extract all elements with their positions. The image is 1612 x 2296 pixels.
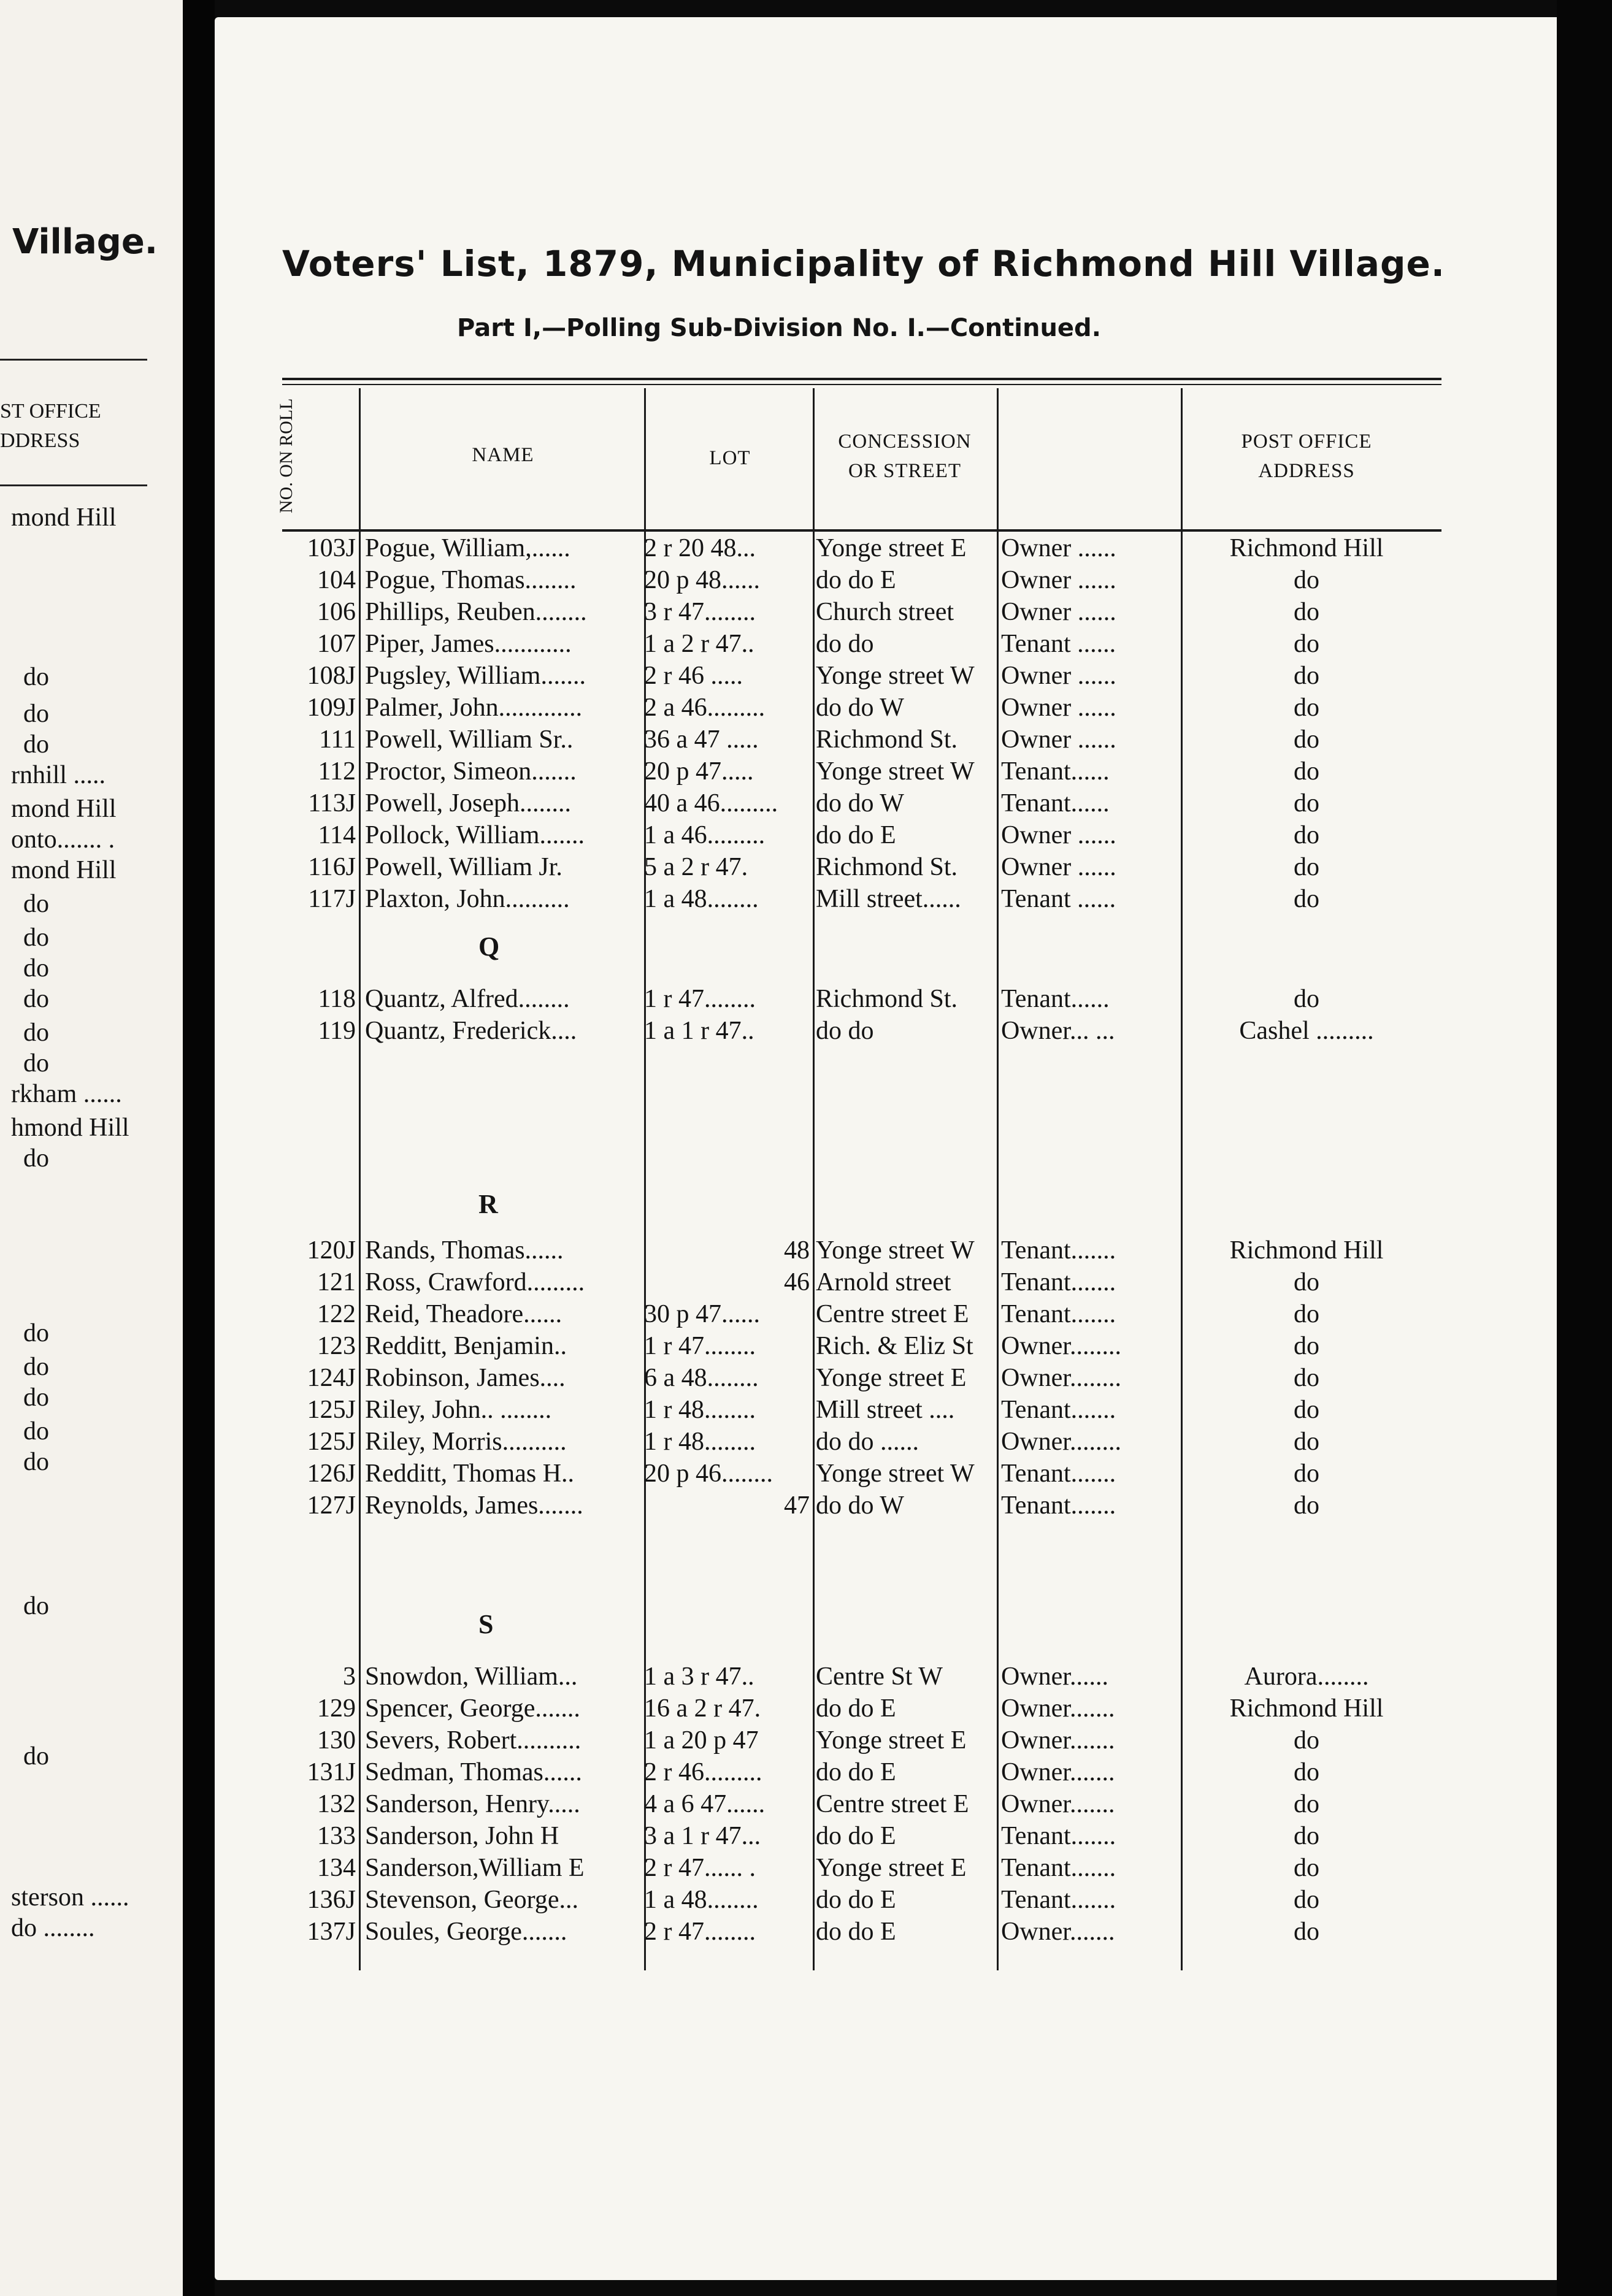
voter-name-cell: Powell, Joseph........ [365, 789, 571, 817]
tenure-cell: Tenant ...... [1001, 630, 1116, 658]
tenure-cell: Owner....... [1001, 1694, 1115, 1723]
voter-name-cell: Riley, John.. ........ [365, 1396, 552, 1424]
voter-name-cell: Sanderson,William E [365, 1854, 585, 1882]
post-office-cell: do [1294, 725, 1319, 754]
divider [282, 384, 1441, 385]
post-office-cell: do [1294, 1886, 1319, 1914]
lot-cell: 6 a 48........ [644, 1364, 759, 1392]
lot-cell: 2 r 47...... . [644, 1854, 756, 1882]
post-office-cell: do [1294, 1918, 1319, 1946]
tenure-cell: Owner....... [1001, 1758, 1115, 1786]
scan-border [1557, 0, 1612, 2296]
roll-number-cell: 123 [317, 1332, 356, 1360]
header-lot: LOT [709, 447, 751, 469]
roll-number-cell: 108J [307, 662, 356, 690]
section-letter: R [478, 1189, 498, 1219]
lot-cell: 20 p 46........ [644, 1460, 773, 1488]
facing-page-cell: do [23, 924, 49, 952]
lot-cell: 20 p 48...... [644, 566, 760, 594]
tenure-cell: Tenant...... [1001, 789, 1110, 817]
roll-number-cell: 111 [319, 725, 356, 754]
lot-cell: 3 r 47........ [644, 598, 756, 626]
facing-page-header: DDRESS [0, 429, 80, 452]
concession-street-cell: Mill street .... [816, 1396, 955, 1424]
roll-number-cell: 133 [317, 1822, 356, 1850]
concession-street-cell: Mill street...... [816, 885, 961, 913]
lot-cell: 1 a 2 r 47.. [644, 630, 754, 658]
concession-street-cell: Yonge street W [816, 1236, 975, 1265]
voters-list-page [215, 17, 1557, 2280]
concession-street-cell: do do W [816, 694, 904, 722]
roll-number-cell: 109J [307, 694, 356, 722]
facing-page [0, 0, 183, 2296]
lot-cell: 5 a 2 r 47. [644, 853, 748, 881]
concession-street-cell: Richmond St. [816, 853, 958, 881]
roll-number-cell: 3 [343, 1663, 356, 1691]
facing-page-cell: do [23, 1353, 49, 1381]
tenure-cell: Tenant....... [1001, 1396, 1116, 1424]
roll-number-cell: 120J [307, 1236, 356, 1265]
facing-page-cell: do [23, 890, 49, 918]
tenure-cell: Owner ...... [1001, 662, 1116, 690]
voter-name-cell: Plaxton, John.......... [365, 885, 570, 913]
roll-number-cell: 107 [317, 630, 356, 658]
lot-cell: 1 a 46......... [644, 821, 766, 849]
page-subtitle: Part I,—Polling Sub-Division No. I.—Continued. [457, 314, 1101, 342]
roll-number-cell: 126J [307, 1460, 356, 1488]
voter-name-cell: Powell, William Jr. [365, 853, 562, 881]
facing-page-cell: onto....... . [11, 825, 115, 854]
lot-cell: 1 a 20 p 47 [644, 1726, 759, 1755]
roll-number-cell: 124J [307, 1364, 356, 1392]
concession-street-cell: do do [816, 630, 874, 658]
facing-page-cell: do [23, 1448, 49, 1476]
roll-number-cell: 117J [308, 885, 356, 913]
roll-number-cell: 114 [318, 821, 356, 849]
facing-page-cell: do [23, 730, 49, 759]
post-office-cell: do [1294, 1854, 1319, 1882]
facing-page-cell: do [23, 1319, 49, 1347]
concession-street-cell: do do ...... [816, 1428, 919, 1456]
divider [282, 378, 1441, 380]
voter-name-cell: Snowdon, William... [365, 1663, 578, 1691]
post-office-cell: Richmond Hill [1229, 534, 1384, 562]
page-title: Voters' List, 1879, Municipality of Richmond Hill Village. [282, 243, 1445, 285]
post-office-cell: do [1294, 1268, 1319, 1296]
voter-name-cell: Pollock, William....... [365, 821, 585, 849]
voter-name-cell: Sanderson, John H [365, 1822, 559, 1850]
lot-cell: 1 a 48........ [644, 885, 759, 913]
concession-street-cell: Yonge street E [816, 1364, 967, 1392]
post-office-cell: do [1294, 789, 1319, 817]
roll-number-cell: 122 [317, 1300, 356, 1328]
lot-cell: 3 a 1 r 47... [644, 1822, 761, 1850]
concession-street-cell: Rich. & Eliz St [816, 1332, 973, 1360]
lot-cell: 1 r 48........ [644, 1428, 756, 1456]
divider [0, 359, 147, 361]
tenure-cell: Tenant....... [1001, 1886, 1116, 1914]
voter-name-cell: Redditt, Thomas H.. [365, 1460, 575, 1488]
lot-cell: 1 r 47........ [644, 1332, 756, 1360]
facing-page-cell: mond Hill [11, 795, 117, 823]
facing-page-cell: do [23, 1383, 49, 1412]
lot-cell: 1 r 47........ [644, 985, 756, 1013]
section-letter: S [478, 1609, 494, 1639]
voter-name-cell: Redditt, Benjamin.. [365, 1332, 567, 1360]
roll-number-cell: 127J [307, 1491, 356, 1520]
roll-number-cell: 125J [307, 1396, 356, 1424]
post-office-cell: do [1294, 598, 1319, 626]
post-office-cell: do [1294, 853, 1319, 881]
tenure-cell: Tenant....... [1001, 1236, 1116, 1265]
post-office-cell: do [1294, 662, 1319, 690]
facing-page-cell: do [23, 985, 49, 1013]
tenure-cell: Owner....... [1001, 1790, 1115, 1818]
concession-street-cell: do do E [816, 1886, 896, 1914]
roll-number-cell: 112 [318, 757, 356, 786]
roll-number-cell: 118 [318, 985, 356, 1013]
facing-page-cell: sterson ...... [11, 1883, 129, 1911]
tenure-cell: Owner........ [1001, 1364, 1121, 1392]
facing-page-cell: do [23, 663, 49, 691]
tenure-cell: Owner ...... [1001, 566, 1116, 594]
concession-street-cell: do do E [816, 566, 896, 594]
tenure-cell: Owner... ... [1001, 1017, 1115, 1045]
roll-number-cell: 103J [307, 534, 356, 562]
facing-page-cell: do [23, 1417, 49, 1445]
voter-name-cell: Powell, William Sr.. [365, 725, 574, 754]
post-office-cell: do [1294, 1822, 1319, 1850]
voter-name-cell: Quantz, Frederick.... [365, 1017, 577, 1045]
tenure-cell: Owner ...... [1001, 534, 1116, 562]
divider [0, 484, 147, 486]
lot-cell: 40 a 46......... [644, 789, 778, 817]
tenure-cell: Tenant....... [1001, 1268, 1116, 1296]
tenure-cell: Owner...... [1001, 1663, 1108, 1691]
roll-number-cell: 125J [307, 1428, 356, 1456]
tenure-cell: Owner ...... [1001, 598, 1116, 626]
voter-name-cell: Sanderson, Henry..... [365, 1790, 580, 1818]
voter-name-cell: Spencer, George....... [365, 1694, 580, 1723]
post-office-cell: do [1294, 630, 1319, 658]
facing-page-cell: do [23, 1592, 49, 1620]
facing-page-cell: do [23, 1049, 49, 1077]
post-office-cell: do [1294, 1300, 1319, 1328]
concession-street-cell: Church street [816, 598, 954, 626]
post-office-cell: do [1294, 1491, 1319, 1520]
tenure-cell: Tenant....... [1001, 1491, 1116, 1520]
tenure-cell: Tenant....... [1001, 1460, 1116, 1488]
divider [282, 529, 1441, 532]
post-office-cell: Aurora........ [1244, 1663, 1369, 1691]
concession-street-cell: do do E [816, 1822, 896, 1850]
tenure-cell: Owner........ [1001, 1332, 1121, 1360]
lot-cell: 4 a 6 47...... [644, 1790, 766, 1818]
tenure-cell: Owner ...... [1001, 725, 1116, 754]
tenure-cell: Owner........ [1001, 1428, 1121, 1456]
column-divider [997, 388, 999, 1970]
post-office-cell: do [1294, 1332, 1319, 1360]
post-office-cell: do [1294, 694, 1319, 722]
tenure-cell: Owner ...... [1001, 853, 1116, 881]
post-office-cell: do [1294, 1428, 1319, 1456]
post-office-cell: do [1294, 757, 1319, 786]
post-office-cell: do [1294, 1758, 1319, 1786]
lot-cell: 16 a 2 r 47. [644, 1694, 761, 1723]
post-office-cell: Cashel ......... [1239, 1017, 1374, 1045]
post-office-cell: do [1294, 1726, 1319, 1755]
lot-cell: 1 a 3 r 47.. [644, 1663, 754, 1691]
tenure-cell: Tenant....... [1001, 1822, 1116, 1850]
concession-street-cell: Centre street E [816, 1790, 969, 1818]
voter-name-cell: Reid, Theadore...... [365, 1300, 562, 1328]
voter-name-cell: Severs, Robert.......... [365, 1726, 581, 1755]
roll-number-cell: 116J [308, 853, 356, 881]
concession-street-cell: do do E [816, 1918, 896, 1946]
roll-number-cell: 106 [317, 598, 356, 626]
facing-page-cell: mond Hill [11, 503, 117, 532]
facing-page-title: Village. [12, 222, 158, 262]
post-office-cell: Richmond Hill [1229, 1694, 1384, 1723]
lot-cell: 36 a 47 ..... [644, 725, 759, 754]
facing-page-cell: do [23, 954, 49, 982]
roll-number-cell: 130 [317, 1726, 356, 1755]
voter-name-cell: Ross, Crawford......... [365, 1268, 585, 1296]
tenure-cell: Tenant...... [1001, 757, 1110, 786]
column-divider [813, 388, 815, 1970]
voter-name-cell: Sedman, Thomas...... [365, 1758, 582, 1786]
concession-street-cell: do do W [816, 1491, 904, 1520]
concession-street-cell: Yonge street E [816, 1726, 967, 1755]
lot-cell: 1 a 1 r 47.. [644, 1017, 754, 1045]
facing-page-cell: do [23, 1019, 49, 1047]
concession-street-cell: do do W [816, 789, 904, 817]
lot-cell: 1 a 48........ [644, 1886, 759, 1914]
facing-page-header: ST OFFICE [0, 400, 101, 423]
concession-street-cell: do do E [816, 1694, 896, 1723]
voter-name-cell: Palmer, John............. [365, 694, 583, 722]
voter-name-cell: Pugsley, William....... [365, 662, 586, 690]
lot-cell: 47 [784, 1491, 810, 1520]
concession-street-cell: Richmond St. [816, 985, 958, 1013]
roll-number-cell: 137J [307, 1918, 356, 1946]
voter-name-cell: Pogue, Thomas........ [365, 566, 577, 594]
roll-number-cell: 132 [317, 1790, 356, 1818]
roll-number-cell: 136J [307, 1886, 356, 1914]
book-gutter [183, 0, 215, 2296]
roll-number-cell: 104 [317, 566, 356, 594]
facing-page-cell: do [23, 1742, 49, 1770]
tenure-cell: Tenant ...... [1001, 885, 1116, 913]
concession-street-cell: Yonge street W [816, 662, 975, 690]
voter-name-cell: Soules, George....... [365, 1918, 567, 1946]
tenure-cell: Tenant....... [1001, 1854, 1116, 1882]
tenure-cell: Owner....... [1001, 1918, 1115, 1946]
roll-number-cell: 121 [317, 1268, 356, 1296]
concession-street-cell: do do E [816, 821, 896, 849]
facing-page-cell: do [23, 700, 49, 728]
column-divider [1181, 388, 1183, 1970]
lot-cell: 2 r 47........ [644, 1918, 756, 1946]
lot-cell: 2 a 46......... [644, 694, 766, 722]
header-name: NAME [472, 444, 534, 466]
voter-name-cell: Reynolds, James....... [365, 1491, 583, 1520]
voter-name-cell: Rands, Thomas...... [365, 1236, 564, 1265]
roll-number-cell: 129 [317, 1694, 356, 1723]
roll-number-cell: 113J [308, 789, 356, 817]
lot-cell: 48 [784, 1236, 810, 1265]
concession-street-cell: Richmond St. [816, 725, 958, 754]
facing-page-cell: do ........ [11, 1914, 95, 1942]
tenure-cell: Owner....... [1001, 1726, 1115, 1755]
facing-page-cell: rkham ...... [11, 1080, 122, 1108]
tenure-cell: Tenant...... [1001, 985, 1110, 1013]
concession-street-cell: Yonge street W [816, 757, 975, 786]
lot-cell: 2 r 46......... [644, 1758, 762, 1786]
post-office-cell: do [1294, 1460, 1319, 1488]
post-office-cell: do [1294, 1364, 1319, 1392]
post-office-cell: Richmond Hill [1229, 1236, 1384, 1265]
concession-street-cell: do do E [816, 1758, 896, 1786]
voter-name-cell: Robinson, James.... [365, 1364, 566, 1392]
concession-street-cell: Centre St W [816, 1663, 943, 1691]
post-office-cell: do [1294, 985, 1319, 1013]
concession-street-cell: Arnold street [816, 1268, 951, 1296]
voter-name-cell: Stevenson, George... [365, 1886, 578, 1914]
lot-cell: 2 r 46 ..... [644, 662, 743, 690]
voter-name-cell: Phillips, Reuben........ [365, 598, 587, 626]
post-office-cell: do [1294, 1396, 1319, 1424]
voter-name-cell: Riley, Morris.......... [365, 1428, 567, 1456]
lot-cell: 1 r 48........ [644, 1396, 756, 1424]
section-letter: Q [478, 932, 500, 962]
tenure-cell: Tenant....... [1001, 1300, 1116, 1328]
concession-street-cell: Yonge street W [816, 1460, 975, 1488]
concession-street-cell: Yonge street E [816, 1854, 967, 1882]
post-office-cell: do [1294, 1790, 1319, 1818]
voter-name-cell: Quantz, Alfred........ [365, 985, 570, 1013]
header-post-office: POST OFFICE ADDRESS [1241, 431, 1372, 482]
lot-cell: 30 p 47...... [644, 1300, 760, 1328]
column-divider [359, 388, 361, 1970]
voter-name-cell: Piper, James............ [365, 630, 572, 658]
facing-page-cell: do [23, 1144, 49, 1173]
lot-cell: 46 [784, 1268, 810, 1296]
voter-name-cell: Proctor, Simeon....... [365, 757, 577, 786]
header-concession: CONCESSION OR STREET [838, 431, 972, 482]
post-office-cell: do [1294, 821, 1319, 849]
concession-street-cell: do do [816, 1017, 874, 1045]
lot-cell: 20 p 47..... [644, 757, 754, 786]
facing-page-cell: rnhill ..... [11, 761, 106, 789]
voter-name-cell: Pogue, William,...... [365, 534, 570, 562]
roll-number-cell: 134 [317, 1854, 356, 1882]
facing-page-cell: mond Hill [11, 856, 117, 884]
post-office-cell: do [1294, 885, 1319, 913]
concession-street-cell: Centre street E [816, 1300, 969, 1328]
post-office-cell: do [1294, 566, 1319, 594]
tenure-cell: Owner ...... [1001, 694, 1116, 722]
concession-street-cell: Yonge street E [816, 534, 967, 562]
roll-number-cell: 119 [318, 1017, 356, 1045]
lot-cell: 2 r 20 48... [644, 534, 756, 562]
facing-page-cell: hmond Hill [11, 1114, 129, 1142]
tenure-cell: Owner ...... [1001, 821, 1116, 849]
header-roll-number: NO. ON ROLL [276, 398, 296, 513]
roll-number-cell: 131J [307, 1758, 356, 1786]
